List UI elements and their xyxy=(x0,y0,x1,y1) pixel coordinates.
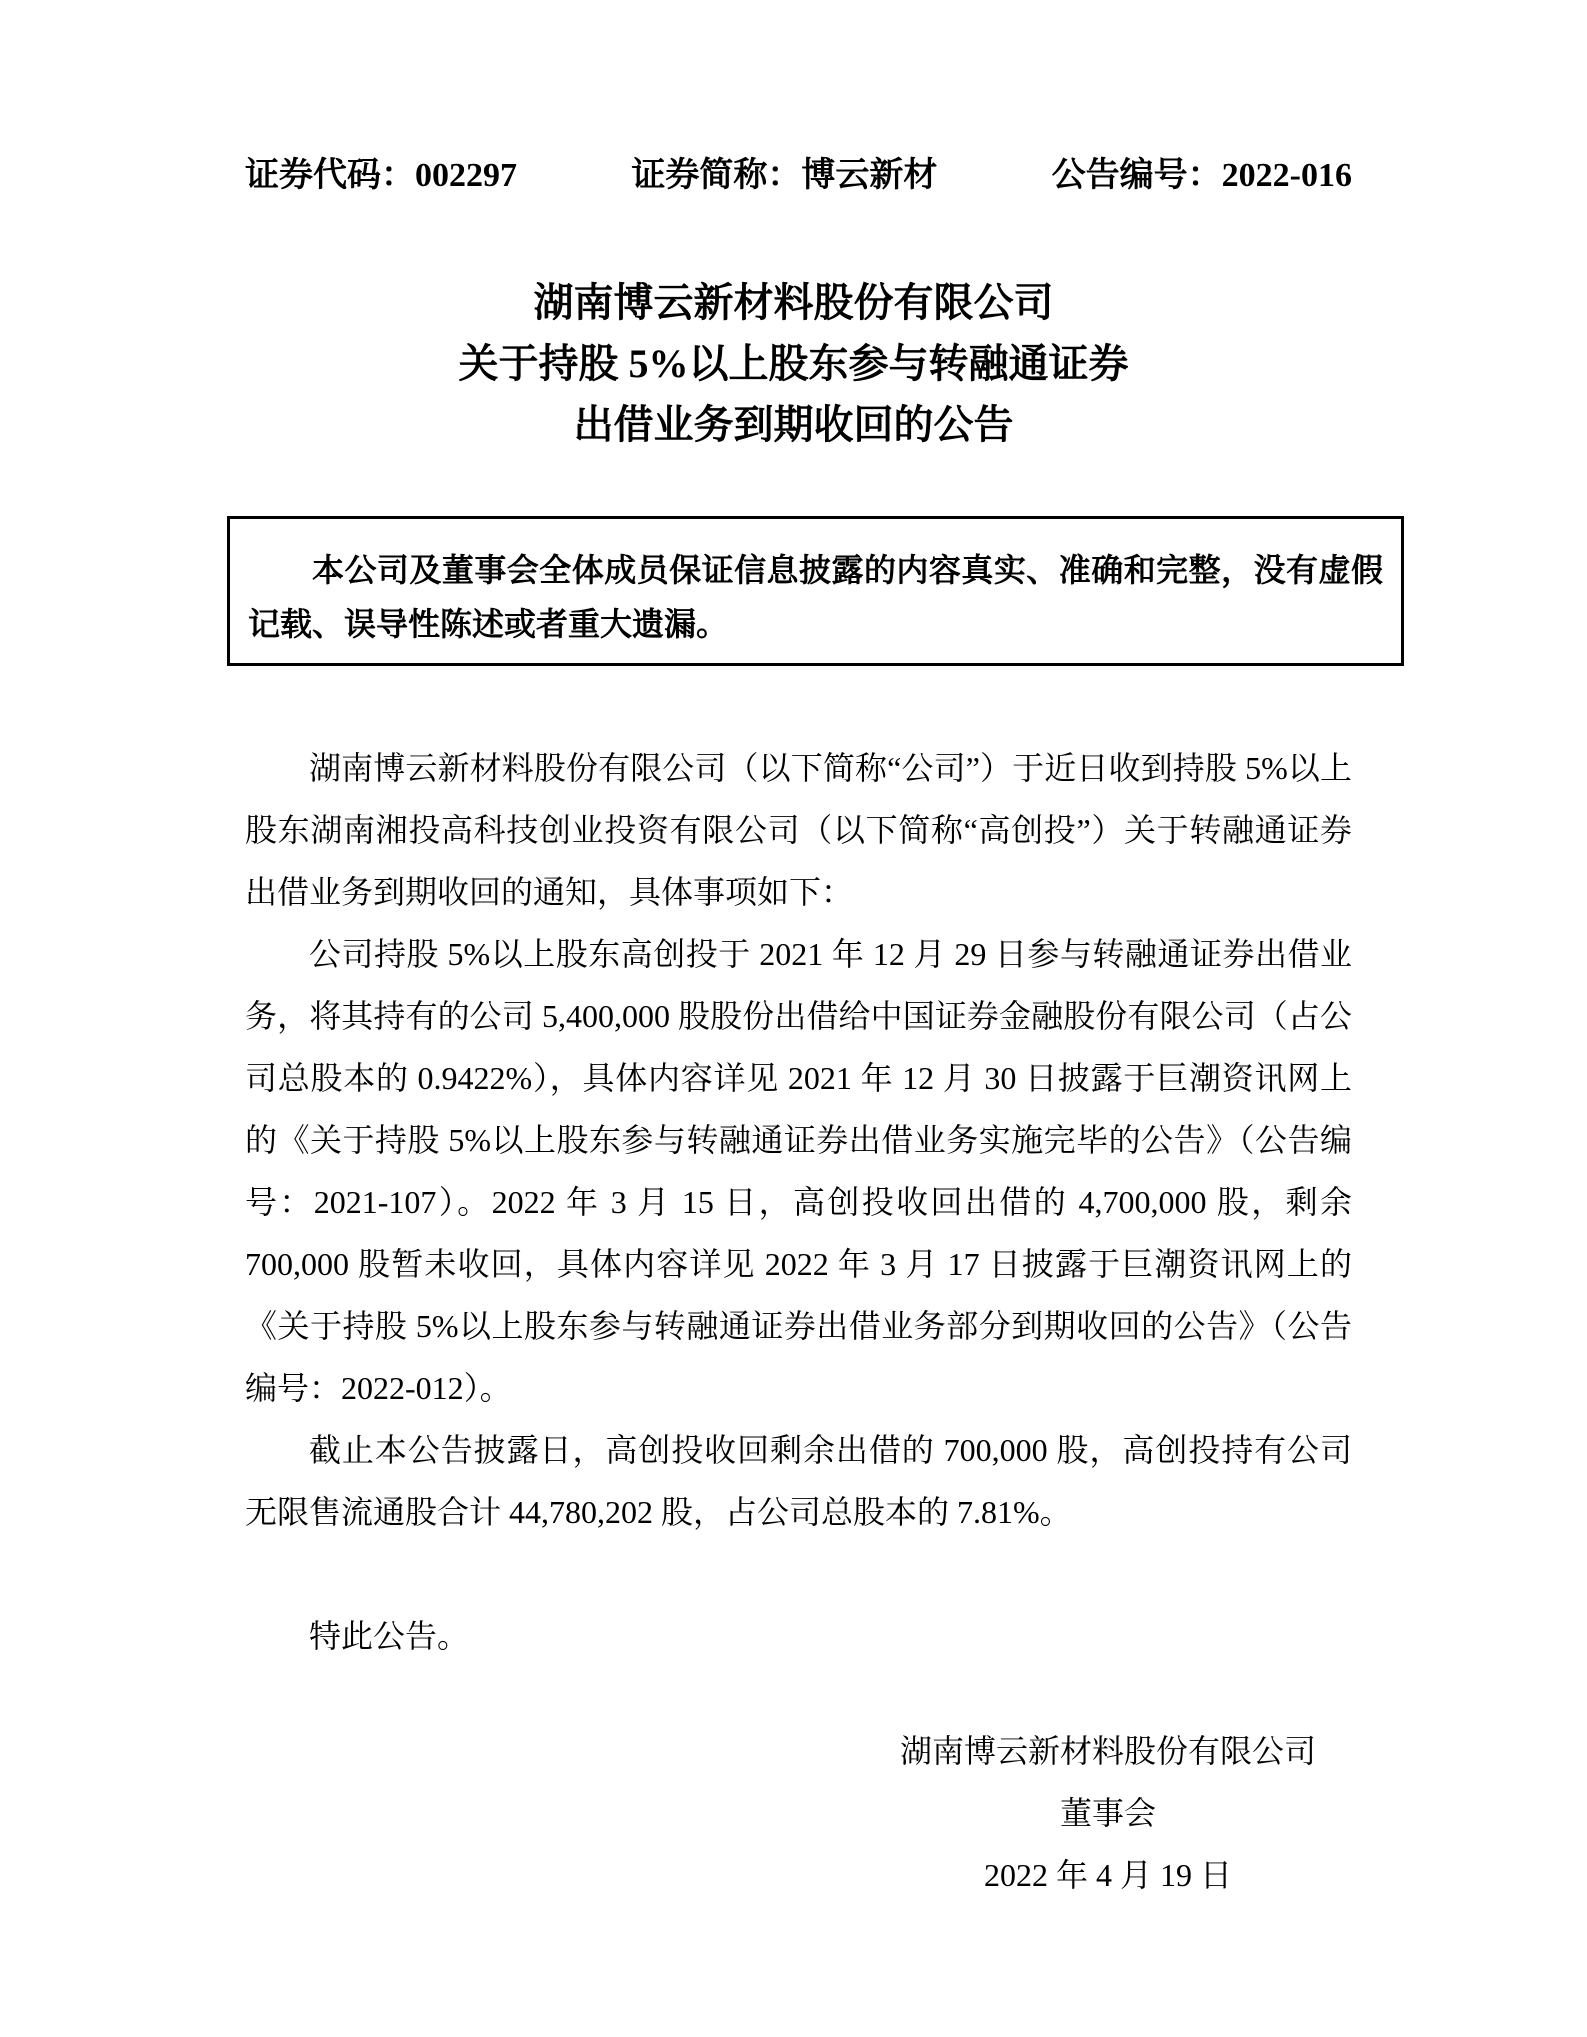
disclaimer-box xyxy=(227,516,1404,666)
stock-code: 证券代码：002297 xyxy=(245,157,517,194)
signature-date: 2022 年 4 月 19 日 xyxy=(983,1857,1232,1893)
closing-statement: 特此公告。 xyxy=(309,1618,470,1654)
meta-header xyxy=(245,147,1352,196)
announcement-number: 公告编号：2022-016 xyxy=(1051,157,1352,194)
stock-short-name: 证券简称：博云新材 xyxy=(631,157,938,194)
paragraph-summary: 截止本公告披露日，高创投收回剩余出借的 700,000 股，高创投持有公司无限售流通股合计 44,780,202 股，占公司总股本的 7.81%。 xyxy=(245,1432,1352,1530)
paragraph-details: 公司持股 5%以上股东高创投于 2021 年 12 月 29 日参与转融通证券出借业务，将其持有的公司 5,400,000 股股份出借给中国证券金融股份有限公司（占公司总股本的 0.9422%），具体内容详见 2021 年 12 月 30 日披露于巨潮资讯网上的《关于持股 5%以上股东参与转融通证券出借业务实施完毕的公告》（公告编号：2021-107）。2022 年 3 月 15 日，高创投收回出借的 4,700,000 股，剩余 700,000 股暂未收回，具体内容详见 2022 年 3 月 17 日披露于巨潮资讯网上的《关于持股 5%以上股东参与转融通证券出借业务部分到期收回的公告》（公告编号：2022-012）。 xyxy=(245,936,1352,1406)
document-title xyxy=(0,272,1587,455)
disclaimer-text: 本公司及董事会全体成员保证信息披露的内容真实、准确和完整，没有虚假记载、误导性陈述或者重大遗漏。 xyxy=(248,552,1383,642)
signature-company: 湖南博云新材料股份有限公司 xyxy=(899,1733,1316,1769)
title-line-company: 湖南博云新材料股份有限公司 xyxy=(533,280,1054,325)
signature-block xyxy=(893,1720,1323,1906)
title-line-subject-2: 出借业务到期收回的公告 xyxy=(573,402,1014,447)
title-line-subject-1: 关于持股 5%以上股东参与转融通证券 xyxy=(458,341,1129,386)
signature-board: 董事会 xyxy=(1059,1795,1156,1831)
body-text xyxy=(245,737,1352,1667)
paragraph-intro: 湖南博云新材料股份有限公司（以下简称“公司”）于近日收到持股 5%以上股东湖南湘投高科技创业投资有限公司（以下简称“高创投”）关于转融通证券出借业务到期收回的通知，具体事项如下： xyxy=(245,750,1352,910)
